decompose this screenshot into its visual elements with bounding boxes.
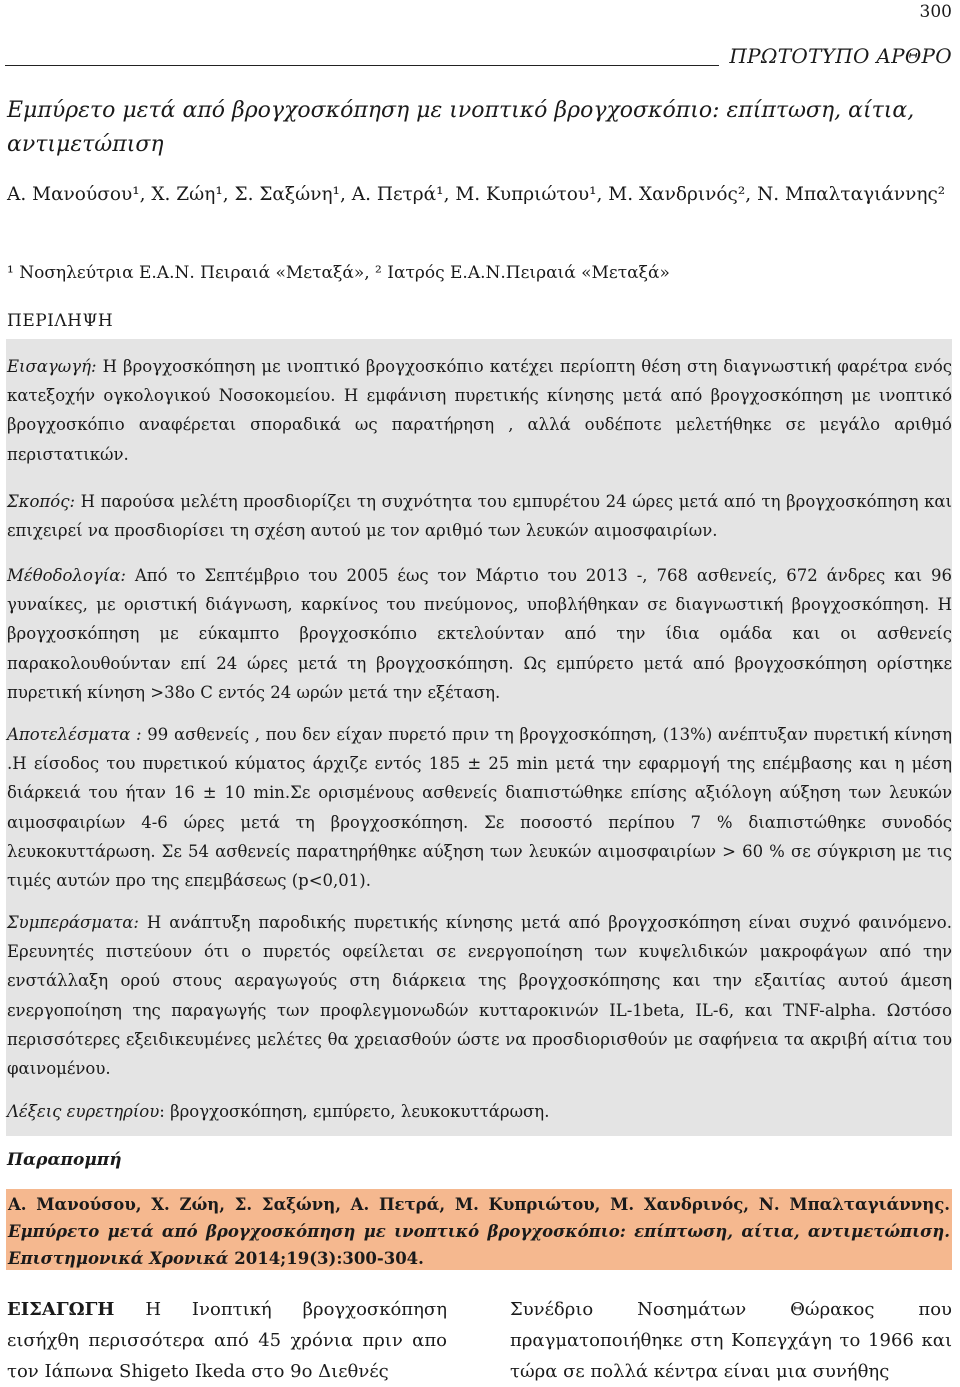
authors: Α. Μανούσου¹, Χ. Ζώη¹, Σ. Σαξώνη¹, Α. Πετρά¹, Μ. Κυπριώτου¹, Μ. Χανδρινός², Ν. Μπαλταγιάννης²	[7, 184, 946, 205]
keywords-label: Λέξεις ευρετηρίου	[7, 1102, 160, 1121]
results-text: 99 ασθενείς , που δεν είχαν πυρετό πριν τη βρογχοσκόπηση, (13%) ανέπτυξαν πυρετική κίνηση .Η είσοδος του πυρετικού κύματος άρχιζε εντός 185 ± 25 min μετά την εφαρμογή της επέμβασης και η μέση διάρκειά του ήταν 16 ± 10 min.Σε ορισμένους ασθενείς διαπιστώθηκε επίσης αξιόλογη αύξηση των λευκών αιμοσφαιρίων 4-6 ώρες μετά τη βρογχοσκόπηση. Σε ποσοστό περίπου 7 % διαπιστώθηκε συνοδός λευκοκυττάρωση. Σε 54 ασθενείς παρατηρήθηκε αύξηση των λευκών αιμοσφαιρίων > 60 % σε σύγκριση με τις τιμές αυτών προ της επεμβάσεως (p<0,01).	[7, 725, 952, 891]
affiliations: ¹ Νοσηλεύτρια Ε.Α.Ν. Πειραιά «Μεταξά», ² Ιατρός Ε.Α.Ν.Πειραιά «Μεταξά»	[7, 263, 670, 283]
citation-reference: 2014;19(3):300-304.	[228, 1249, 424, 1268]
abstract-intro	[7, 352, 952, 469]
article-title: Εμπύρετο μετά από βρογχοσκόπηση με ινοπτικό βρογχοσκόπιο: επίπτωση, αίτια, αντιμετώπιση	[7, 98, 915, 157]
abstract-heading: ΠΕΡΙΛΗΨΗ	[7, 311, 114, 331]
conclusions-label: Συμπεράσματα:	[7, 913, 139, 932]
article-type-header	[5, 44, 954, 70]
citation-text	[8, 1191, 950, 1272]
header-rule	[5, 65, 719, 66]
results-label: Αποτελέσματα :	[7, 725, 142, 744]
abstract-conclusions	[7, 908, 952, 1083]
citation-title: Εμπύρετο μετά από βρογχοσκόπηση με ινοπτικό βρογχοσκόπιο: επίπτωση, αίτια, αντιμετώπιση. Επιστημονικά Χρονικά	[8, 1222, 950, 1268]
article-type-label: ΠΡΩΤΟΤΥΠΟ ΑΡΘΡΟ	[729, 44, 952, 68]
aim-label: Σκοπός:	[7, 492, 75, 511]
abstract-methods	[7, 561, 952, 707]
conclusions-text: Η ανάπτυξη παροδικής πυρετικής κίνησης μετά από βρογχοσκόπηση είναι συχνό φαινόμενο. Ερευνητές πιστεύουν ότι ο πυρετός οφείλεται σε ενεργοποίηση των κυψελιδικών μακροφάγων από την ενστάλλαξη ορού στους αεραγωγούς στη διάρκεια της βρογχοσκόπησης και την εξαιτίας αυτού άμεση ενεργοποίηση της παραγωγής των προφλεγμονωδών κυτταροκινών IL-1beta, IL-6, και TNF-alpha. Ωστόσο περισσότερες εξειδικευμένες μελέτες θα χρειασθούν ώστε να προσδιορισθούν με σαφήνεια τα ακριβή αίτια του φαινομένου.	[7, 913, 952, 1079]
keywords-text: : βρογχοσκόπηση, εμπύρετο, λευκοκυττάρωση.	[159, 1102, 550, 1121]
intro-label: Εισαγωγή:	[7, 357, 97, 376]
keywords	[7, 1102, 549, 1121]
body-right-text: Συνέδριο Νοσημάτων Θώρακος που πραγματοποιήθηκε στη Κοπεγχάγη το 1966 και τώρα σε πολλά κέντρα είναι μια συνήθης	[510, 1299, 952, 1382]
abstract-aim	[7, 487, 952, 545]
aim-text: Η παρούσα μελέτη προσδιορίζει τη συχνότητα του εμπυρέτου 24 ώρες μετά από τη βρογχοσκόπηση και επιχειρεί να προσδιορίσει τη σχέση αυτού με τον αριθμό των λευκών αιμοσφαιρίων.	[7, 492, 952, 541]
introduction-heading: ΕΙΣΑΓΩΓΗ	[7, 1299, 115, 1320]
citation-authors: Α. Μανούσου, Χ. Ζώη, Σ. Σαξώνη, Α. Πετρά, Μ. Κυπριώτου, Μ. Χανδρινός, Ν. Μπαλταγιάννης.	[8, 1195, 950, 1214]
body-column-right	[510, 1294, 952, 1387]
methods-label: Μέθοδολογία:	[7, 566, 126, 585]
page-number: 300	[919, 2, 952, 22]
abstract-results	[7, 720, 952, 895]
body-column-left	[7, 1294, 447, 1387]
body-left-text: Η Ινοπτική βρογχοσκόπηση εισήχθη περισσότερα από 45 χρόνια πριν απο τον Ιάπωνα Shigeto Ikeda στο 9ο Διεθνές	[7, 1299, 447, 1382]
citation-heading: Παραπομπή	[7, 1150, 122, 1170]
intro-text: Η βρογχοσκόπηση με ινοπτικό βρογχοσκόπιο κατέχει περίοπτη θέση στη διαγνωστική φαρέτρα ενός κατεξοχήν ογκολογικού Νοσοκομείου. Η εμφάνιση πυρετικής κίνησης μετά από βρογχοσκόπηση με ινοπτικό βρογχοσκόπιο αναφέρεται σποραδικά ως παρατήρηση , αλλά ουδέποτε μελετήθηκε σε μεγάλο αριθμό περιστατικών.	[7, 357, 952, 464]
methods-text: Από το Σεπτέμβριο του 2005 έως τον Μάρτιο του 2013 -, 768 ασθενείς, 672 άνδρες και 96 γυναίκες, με οριστική διάγνωση, καρκίνος του πνεύμονος, υποβλήθηκαν σε διαγνωστική βρογχοσκόπηση. Η βρογχοσκόπηση με εύκαμπτο βρογχοσκόπιο εκτελούνταν από την ίδια ομάδα και οι ασθενείς παρακολουθούνταν επί 24 ώρες μετά τη βρογχοσκόπηση. Ως εμπύρετο μετά από βρογχοσκόπηση ορίστηκε πυρετική κίνηση >38ο C εντός 24 ωρών μετά την εξέταση.	[7, 566, 952, 702]
